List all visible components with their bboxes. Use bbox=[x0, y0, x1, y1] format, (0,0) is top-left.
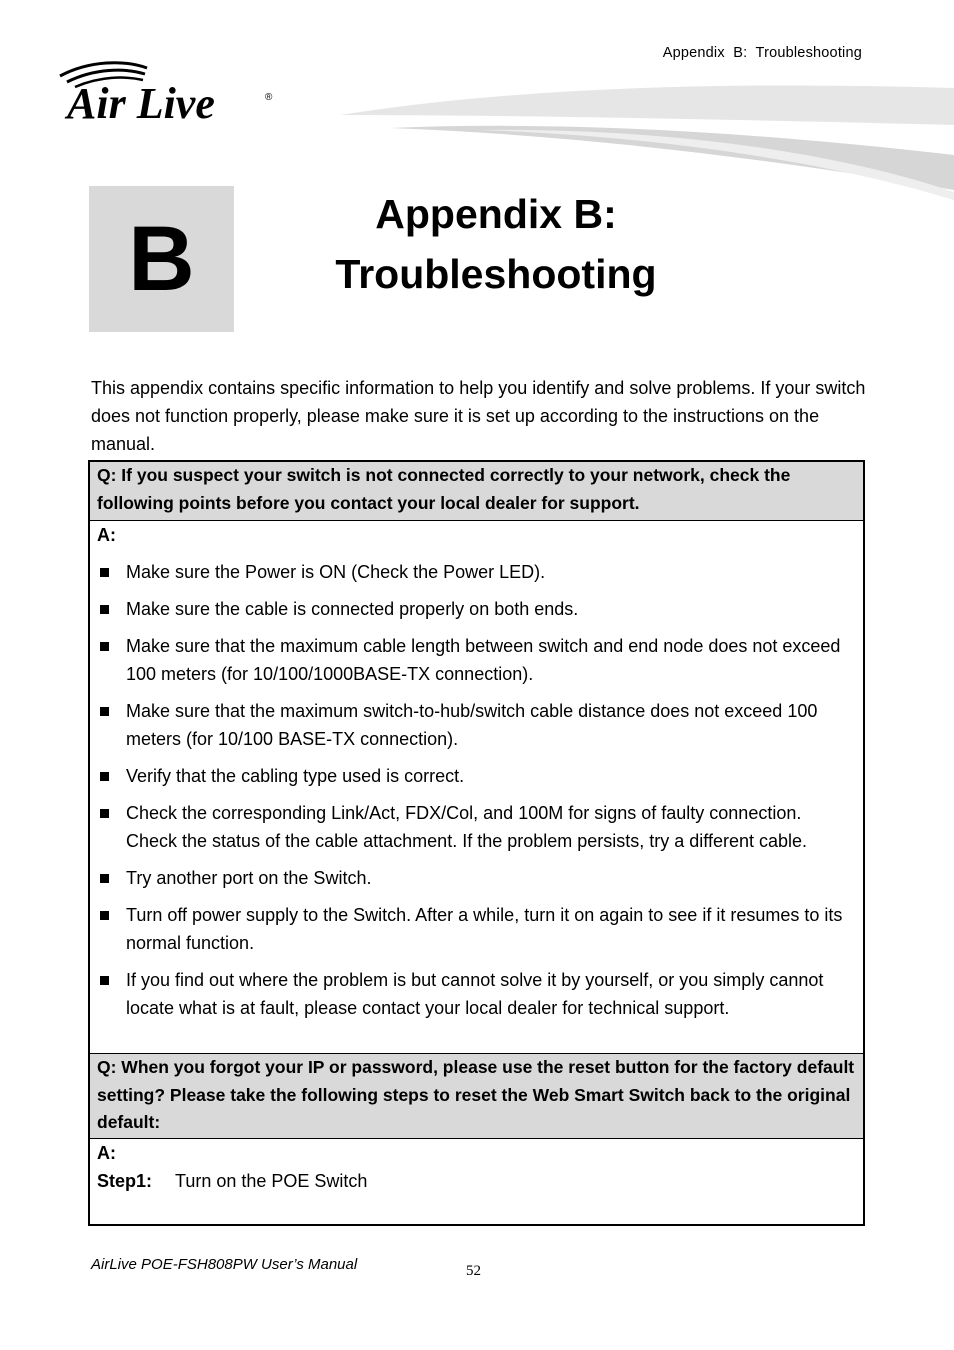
step-1 bbox=[97, 1167, 856, 1195]
list-item: Make sure the Power is ON (Check the Power LED). bbox=[97, 558, 856, 586]
chapter-title-line1: Appendix B: bbox=[375, 191, 617, 237]
answer-1-bullet-list bbox=[97, 558, 856, 1022]
question-2: Q: When you forgot your IP or password, please use the reset button for the factory default setting? Please take the following steps to reset the Web Smart Switch back to the original default: bbox=[90, 1053, 863, 1139]
list-item: Try another port on the Switch. bbox=[97, 864, 856, 892]
header-swoosh-decoration bbox=[330, 80, 954, 200]
list-item: If you find out where the problem is but cannot solve it by yourself, or you simply cannot locate what is at fault, please contact your local dealer for technical support. bbox=[97, 966, 856, 1022]
bullet-square-icon bbox=[100, 772, 109, 781]
answer-2 bbox=[90, 1139, 863, 1224]
footer-manual-name: AirLive POE-FSH808PW User’s Manual bbox=[91, 1256, 358, 1273]
step-1-label: Step1: bbox=[97, 1171, 153, 1191]
question-1: Q: If you suspect your switch is not connected correctly to your network, check the following points before you contact your local dealer for support. bbox=[90, 462, 863, 521]
chapter-letter-box bbox=[89, 186, 234, 332]
chapter-title-line2: Troubleshooting bbox=[335, 251, 657, 297]
list-item: Verify that the cabling type used is correct. bbox=[97, 762, 856, 790]
airlive-logo-graphic bbox=[55, 58, 290, 130]
list-item: Turn off power supply to the Switch. After a while, turn it on again to see if it resumes to its normal function. bbox=[97, 901, 856, 957]
airlive-logo bbox=[55, 58, 290, 130]
running-header: Appendix B: Troubleshooting bbox=[662, 45, 862, 61]
answer-1-label: A: bbox=[97, 525, 116, 545]
list-item: Make sure that the maximum cable length between switch and end node does not exceed 100 meters (for 10/100/1000BASE-TX connection). bbox=[97, 632, 856, 688]
chapter-letter: B bbox=[128, 208, 195, 310]
intro-paragraph: This appendix contains specific information to help you identify and solve problems. If your switch does not function properly, please make sure it is set up according to the instructions on the manual. bbox=[91, 378, 866, 454]
bullet-square-icon bbox=[100, 707, 109, 716]
list-item: Make sure that the maximum switch-to-hub/switch cable distance does not exceed 100 meters (for 10/100 BASE-TX connection). bbox=[97, 697, 856, 753]
bullet-square-icon bbox=[100, 809, 109, 818]
bullet-square-icon bbox=[100, 605, 109, 614]
step-1-text: Turn on the POE Switch bbox=[175, 1171, 368, 1191]
bullet-square-icon bbox=[100, 911, 109, 920]
bullet-square-icon bbox=[100, 976, 109, 985]
list-item: Make sure the cable is connected properly on both ends. bbox=[97, 595, 856, 623]
bullet-square-icon bbox=[100, 642, 109, 651]
svg-text:Air Live: Air Live bbox=[67, 79, 215, 128]
chapter-title bbox=[300, 184, 692, 304]
bullet-square-icon bbox=[100, 568, 109, 577]
qa-table bbox=[88, 460, 865, 1226]
answer-2-label: A: bbox=[97, 1143, 116, 1163]
bullet-square-icon bbox=[100, 874, 109, 883]
svg-text:®: ® bbox=[265, 92, 273, 103]
page-number: 52 bbox=[466, 1263, 481, 1279]
answer-1 bbox=[90, 521, 863, 1053]
list-item: Check the corresponding Link/Act, FDX/Col, and 100M for signs of faulty connection. Check the status of the cable attachment. If the problem persists, try a different cable. bbox=[97, 799, 856, 855]
